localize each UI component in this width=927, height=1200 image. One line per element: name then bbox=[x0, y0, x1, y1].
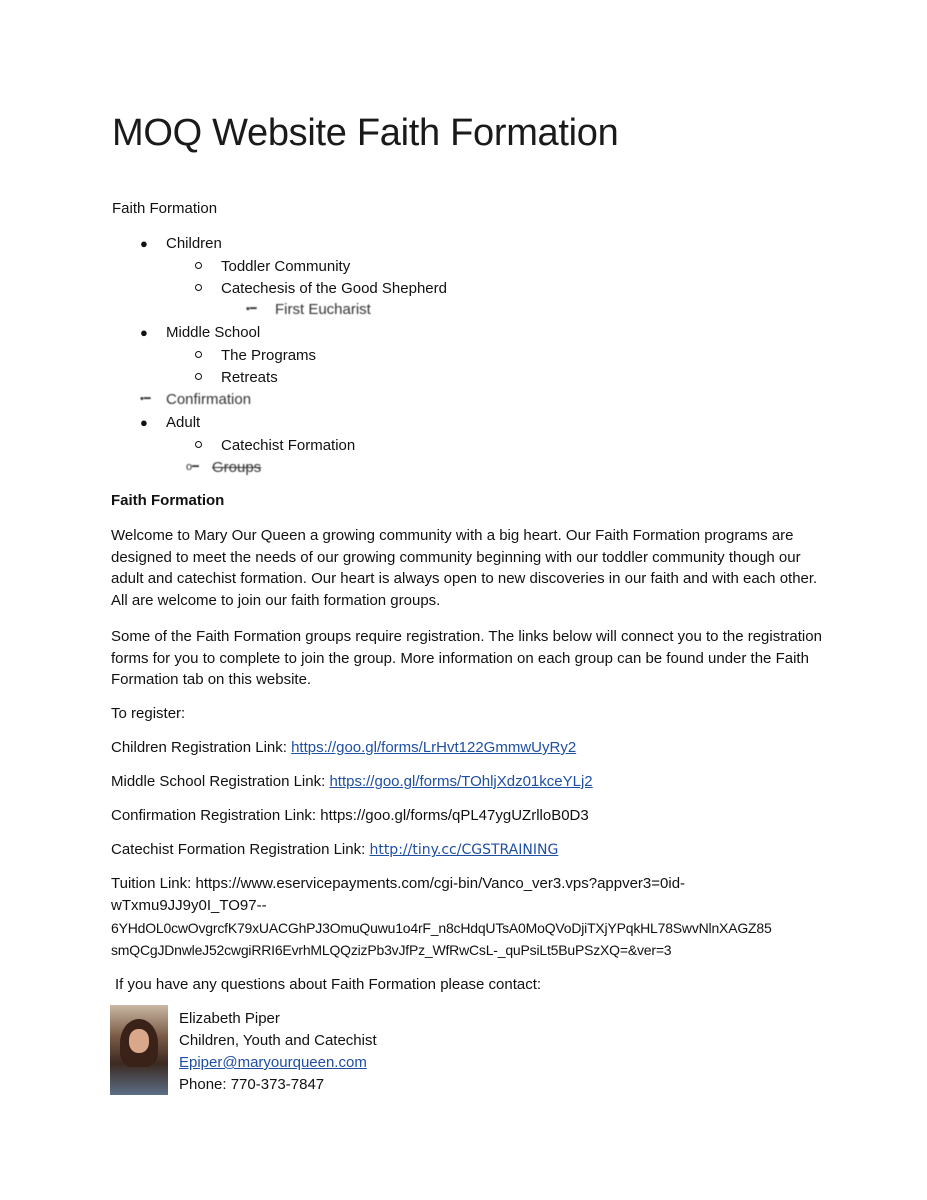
outline-children: Children bbox=[166, 235, 222, 252]
outline-retreats: Retreats bbox=[221, 369, 278, 386]
contact-email-line bbox=[179, 1052, 367, 1073]
page-title: MOQ Website Faith Formation bbox=[112, 112, 619, 154]
to-register-label: To register: bbox=[111, 705, 186, 722]
contact-phone: Phone: 770-373-7847 bbox=[179, 1076, 325, 1093]
tuition-block bbox=[111, 873, 772, 961]
catechist-registration-line bbox=[111, 839, 558, 861]
contact-photo bbox=[110, 1005, 168, 1095]
outline-middle-school: Middle School bbox=[166, 324, 261, 341]
outline-first-eucharist: First Eucharist bbox=[275, 301, 371, 318]
smudged-bullet-icon: ▪━ bbox=[246, 303, 257, 315]
outline-catechesis: Catechesis of the Good Shepherd bbox=[221, 280, 447, 297]
tuition-url-part-1: https://www.eservicepayments.com/cgi-bin/Vanco_ver3.vps?appver3=0id- bbox=[195, 875, 686, 892]
middle-registration-line bbox=[111, 771, 593, 792]
catechist-registration-link[interactable]: http://tiny.cc/CGSTRAINING bbox=[369, 842, 559, 858]
circle-bullet-icon bbox=[195, 351, 202, 358]
section-heading: Faith Formation bbox=[111, 492, 225, 509]
contact-name: Elizabeth Piper bbox=[179, 1010, 280, 1027]
outline-programs: The Programs bbox=[221, 347, 317, 364]
circle-bullet-icon bbox=[195, 373, 202, 380]
outline-groups: Groups bbox=[212, 459, 262, 476]
children-registration-link[interactable]: https://goo.gl/forms/LrHvt122GmmwUyRy2 bbox=[291, 739, 577, 756]
confirmation-registration-label: Confirmation Registration Link: bbox=[111, 807, 321, 824]
children-registration-line bbox=[111, 737, 576, 758]
middle-registration-label: Middle School Registration Link: bbox=[111, 773, 330, 790]
circle-bullet-icon bbox=[195, 441, 202, 448]
outline-confirmation: Confirmation bbox=[166, 391, 252, 408]
registration-paragraph: Some of the Faith Formation groups require registration. The links below will connect you to the registration forms for you to complete to join the group. More information on each group can be found under the Faith Formation tab on this website. bbox=[111, 628, 822, 688]
smudged-bullet-icon: o━ bbox=[186, 461, 199, 473]
circle-bullet-icon bbox=[195, 262, 202, 269]
tuition-label: Tuition Link: bbox=[111, 875, 196, 892]
smudged-bullet-icon: •━ bbox=[140, 393, 151, 405]
tuition-url-part-3: 6YHdOL0cwOvgrcfK79xUACGhPJ3OmuQuwu1o4rF_n8cHdqUTsA0MoQVoDjiTXjYPqkHL78SwvNlnXAGZ85 bbox=[111, 920, 772, 936]
outline-heading: Faith Formation bbox=[112, 200, 218, 217]
children-registration-label: Children Registration Link: bbox=[111, 739, 292, 756]
contact-photo-face bbox=[129, 1029, 149, 1053]
outline-catechist-formation: Catechist Formation bbox=[221, 437, 356, 454]
bullet-icon: ● bbox=[140, 415, 148, 430]
tuition-url-part-2: wTxmu9JJ9y0I_TO97-- bbox=[111, 897, 267, 914]
contact-email-link[interactable]: Epiper@maryourqueen.com bbox=[179, 1054, 367, 1071]
tuition-url-part-4: smQCgJDnwleJ52cwgiRRI6EvrhMLQQzizPb3vJfPz_WfRwCsL-_quPsiLt5BuPSzXQ=&ver=3 bbox=[111, 942, 672, 958]
outline-adult: Adult bbox=[166, 414, 201, 431]
bullet-icon: ● bbox=[140, 325, 148, 340]
intro-paragraph: Welcome to Mary Our Queen a growing community with a big heart. Our Faith Formation programs are designed to meet the needs of our growing community beginning with our toddler community though our adult and catechist formation. Our heart is always open to new discoveries in our faith and with each other. All are welcome to join our faith formation groups. bbox=[111, 527, 818, 609]
contact-prompt: If you have any questions about Faith Formation please contact: bbox=[115, 976, 542, 993]
confirmation-registration-url: https://goo.gl/forms/qPL47ygUZrlloB0D3 bbox=[320, 807, 589, 824]
outline-toddler: Toddler Community bbox=[221, 258, 351, 275]
confirmation-registration-line bbox=[111, 805, 589, 826]
bullet-icon: ● bbox=[140, 236, 148, 251]
contact-role: Children, Youth and Catechist bbox=[179, 1032, 377, 1049]
catechist-registration-label: Catechist Formation Registration Link: bbox=[111, 841, 370, 858]
circle-bullet-icon bbox=[195, 284, 202, 291]
middle-school-registration-link[interactable]: https://goo.gl/forms/TOhljXdz01kceYLj2 bbox=[329, 773, 593, 790]
